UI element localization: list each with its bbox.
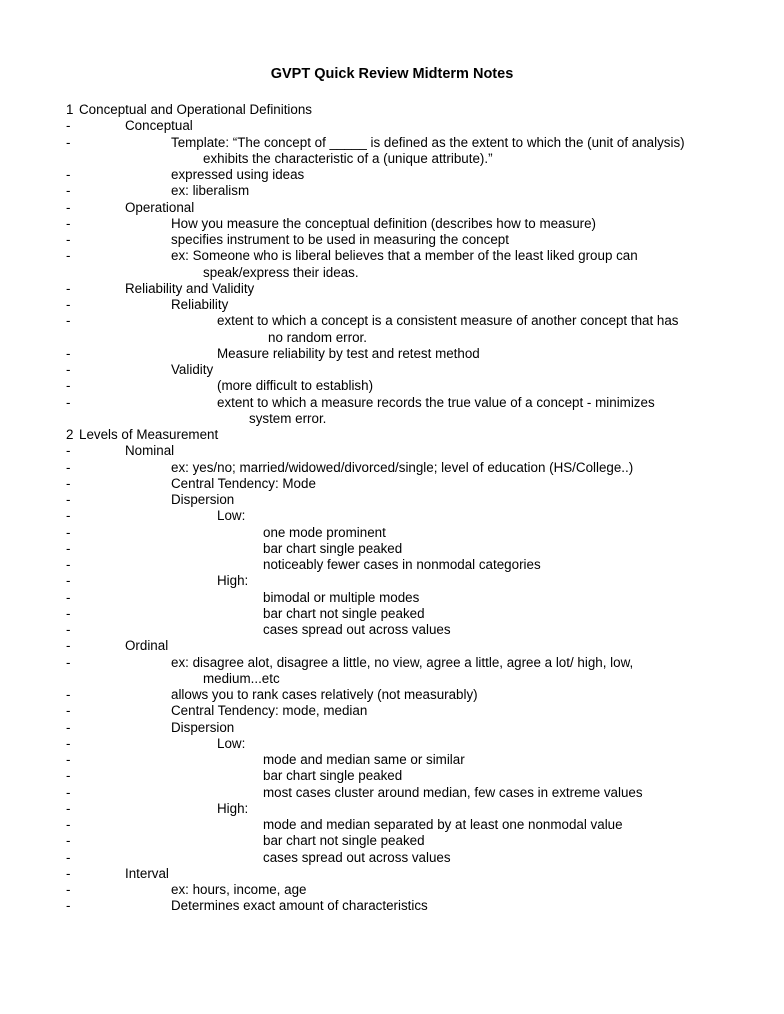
- bullet-dash: -: [66, 443, 71, 459]
- note-text: Dispersion: [171, 719, 235, 735]
- note-line: [0, 135, 784, 151]
- bullet-dash: -: [66, 605, 71, 621]
- note-line: [0, 411, 784, 427]
- note-line: [0, 638, 784, 654]
- note-line: [0, 102, 784, 118]
- note-line: [0, 443, 784, 459]
- bullet-dash: -: [66, 508, 71, 524]
- bullet-dash: -: [66, 362, 71, 377]
- note-text: Nominal: [125, 443, 175, 459]
- document-title: GVPT Quick Review Midterm Notes: [270, 66, 514, 82]
- bullet-dash: -: [66, 378, 71, 394]
- note-text: Operational: [125, 199, 195, 215]
- note-text: system error.: [249, 410, 327, 426]
- note-text: ex: disagree alot, disagree a little, no view, agree a little, agree a lot/ high, low,: [171, 654, 634, 670]
- note-line: [0, 752, 784, 768]
- note-text: extent to which a measure records the true value of a concept - minimizes: [217, 394, 655, 410]
- note-text: most cases cluster around median, few cases in extreme values: [263, 784, 643, 800]
- note-line: [0, 866, 784, 882]
- note-text: Dispersion: [171, 492, 235, 507]
- bullet-dash: -: [66, 719, 71, 735]
- bullet-dash: -: [66, 199, 71, 215]
- bullet-dash: -: [66, 232, 71, 247]
- bullet-dash: -: [66, 118, 71, 134]
- note-text: Levels of Measurement: [79, 427, 219, 442]
- bullet-dash: -: [66, 459, 71, 475]
- bullet-dash: -: [66, 849, 71, 865]
- note-line: [0, 183, 784, 199]
- note-text: no random error.: [268, 329, 367, 345]
- note-text: specifies instrument to be used in measuring the concept: [171, 232, 509, 247]
- note-line: [0, 346, 784, 362]
- section-number: 2: [66, 427, 74, 442]
- bullet-dash: -: [66, 345, 71, 361]
- bullet-dash: -: [66, 394, 71, 410]
- notes-list: [0, 102, 784, 915]
- note-text: bar chart single peaked: [263, 540, 403, 556]
- note-line: [0, 622, 784, 638]
- bullet-dash: -: [66, 280, 71, 296]
- note-text: speak/express their ideas.: [203, 264, 359, 280]
- bullet-dash: -: [66, 557, 71, 572]
- note-line: [0, 801, 784, 817]
- note-text: bar chart not single peaked: [263, 605, 425, 621]
- note-line: [0, 898, 784, 914]
- note-line: [0, 557, 784, 573]
- note-line: [0, 362, 784, 378]
- note-text: Measure reliability by test and retest method: [217, 345, 480, 361]
- bullet-dash: -: [66, 524, 71, 540]
- note-text: Low:: [217, 735, 246, 751]
- note-text: Central Tendency: Mode: [171, 475, 316, 491]
- note-text: noticeably fewer cases in nonmodal categories: [263, 557, 541, 572]
- bullet-dash: -: [66, 297, 71, 312]
- note-text: High:: [217, 573, 249, 589]
- note-line: [0, 216, 784, 232]
- note-text: How you measure the conceptual definition (describes how to measure): [171, 215, 597, 231]
- note-line: [0, 590, 784, 606]
- note-line: [0, 313, 784, 329]
- note-line: [0, 151, 784, 167]
- bullet-dash: -: [66, 540, 71, 556]
- note-text: ex: yes/no; married/widowed/divorced/single; level of education (HS/College..): [171, 459, 634, 475]
- note-text: cases spread out across values: [263, 622, 451, 637]
- note-line: [0, 476, 784, 492]
- bullet-dash: -: [66, 865, 71, 881]
- note-text: Determines exact amount of characteristics: [171, 898, 428, 914]
- bullet-dash: -: [66, 492, 71, 507]
- note-line: [0, 460, 784, 476]
- note-line: [0, 736, 784, 752]
- note-line: [0, 671, 784, 687]
- note-text: Template: “The concept of _____ is defined as the extent to which the (unit of analysis): [171, 134, 685, 150]
- note-line: [0, 785, 784, 801]
- bullet-dash: -: [66, 573, 71, 589]
- note-text: mode and median same or similar: [263, 752, 465, 767]
- note-line: [0, 850, 784, 866]
- bullet-dash: -: [66, 638, 71, 654]
- note-line: [0, 768, 784, 784]
- note-text: Conceptual and Operational Definitions: [79, 102, 312, 117]
- note-line: [0, 395, 784, 411]
- note-text: Low:: [217, 508, 246, 524]
- note-line: [0, 330, 784, 346]
- bullet-dash: -: [66, 589, 71, 605]
- bullet-dash: -: [66, 622, 71, 637]
- bullet-dash: -: [66, 784, 71, 800]
- note-text: High:: [217, 800, 249, 816]
- note-line: [0, 248, 784, 264]
- bullet-dash: -: [66, 313, 71, 329]
- note-text: bar chart single peaked: [263, 768, 403, 784]
- note-line: [0, 655, 784, 671]
- note-text: Interval: [125, 865, 169, 881]
- bullet-dash: -: [66, 800, 71, 816]
- note-text: ex: hours, income, age: [171, 882, 307, 897]
- bullet-dash: -: [66, 183, 71, 199]
- note-line: [0, 427, 784, 443]
- bullet-dash: -: [66, 768, 71, 784]
- note-text: exhibits the characteristic of a (unique attribute).”: [203, 150, 493, 166]
- note-line: [0, 541, 784, 557]
- note-text: Conceptual: [125, 118, 193, 134]
- note-text: one mode prominent: [263, 524, 386, 540]
- note-text: ex: liberalism: [171, 183, 250, 199]
- bullet-dash: -: [66, 215, 71, 231]
- bullet-dash: -: [66, 735, 71, 751]
- note-line: [0, 573, 784, 589]
- note-line: [0, 833, 784, 849]
- note-line: [0, 525, 784, 541]
- bullet-dash: -: [66, 687, 71, 702]
- bullet-dash: -: [66, 654, 71, 670]
- section-number: 1: [66, 102, 74, 117]
- note-line: [0, 817, 784, 833]
- note-text: cases spread out across values: [263, 849, 451, 865]
- note-text: allows you to rank cases relatively (not measurably): [171, 687, 478, 702]
- note-line: [0, 200, 784, 216]
- note-text: expressed using ideas: [171, 167, 305, 182]
- note-line: [0, 606, 784, 622]
- bullet-dash: -: [66, 248, 71, 264]
- bullet-dash: -: [66, 882, 71, 897]
- note-text: (more difficult to establish): [217, 378, 374, 394]
- note-line: [0, 281, 784, 297]
- bullet-dash: -: [66, 475, 71, 491]
- note-text: Reliability and Validity: [125, 280, 255, 296]
- note-text: mode and median separated by at least one nonmodal value: [263, 817, 623, 832]
- note-line: [0, 378, 784, 394]
- note-line: [0, 297, 784, 313]
- bullet-dash: -: [66, 898, 71, 914]
- note-text: Ordinal: [125, 638, 169, 654]
- note-line: [0, 720, 784, 736]
- note-text: medium...etc: [203, 670, 280, 686]
- note-text: bimodal or multiple modes: [263, 589, 420, 605]
- bullet-dash: -: [66, 817, 71, 832]
- bullet-dash: -: [66, 703, 71, 719]
- bullet-dash: -: [66, 167, 71, 182]
- bullet-dash: -: [66, 833, 71, 849]
- note-line: [0, 508, 784, 524]
- note-line: [0, 703, 784, 719]
- note-text: Validity: [171, 362, 214, 377]
- note-line: [0, 492, 784, 508]
- note-line: [0, 167, 784, 183]
- note-text: Reliability: [171, 297, 229, 312]
- note-line: [0, 265, 784, 281]
- note-line: [0, 118, 784, 134]
- note-line: [0, 687, 784, 703]
- bullet-dash: -: [66, 134, 71, 150]
- note-line: [0, 232, 784, 248]
- bullet-dash: -: [66, 752, 71, 767]
- note-line: [0, 882, 784, 898]
- note-text: ex: Someone who is liberal believes that a member of the least liked group can: [171, 248, 638, 264]
- note-text: Central Tendency: mode, median: [171, 703, 368, 719]
- note-text: extent to which a concept is a consistent measure of another concept that has: [217, 313, 679, 329]
- note-text: bar chart not single peaked: [263, 833, 425, 849]
